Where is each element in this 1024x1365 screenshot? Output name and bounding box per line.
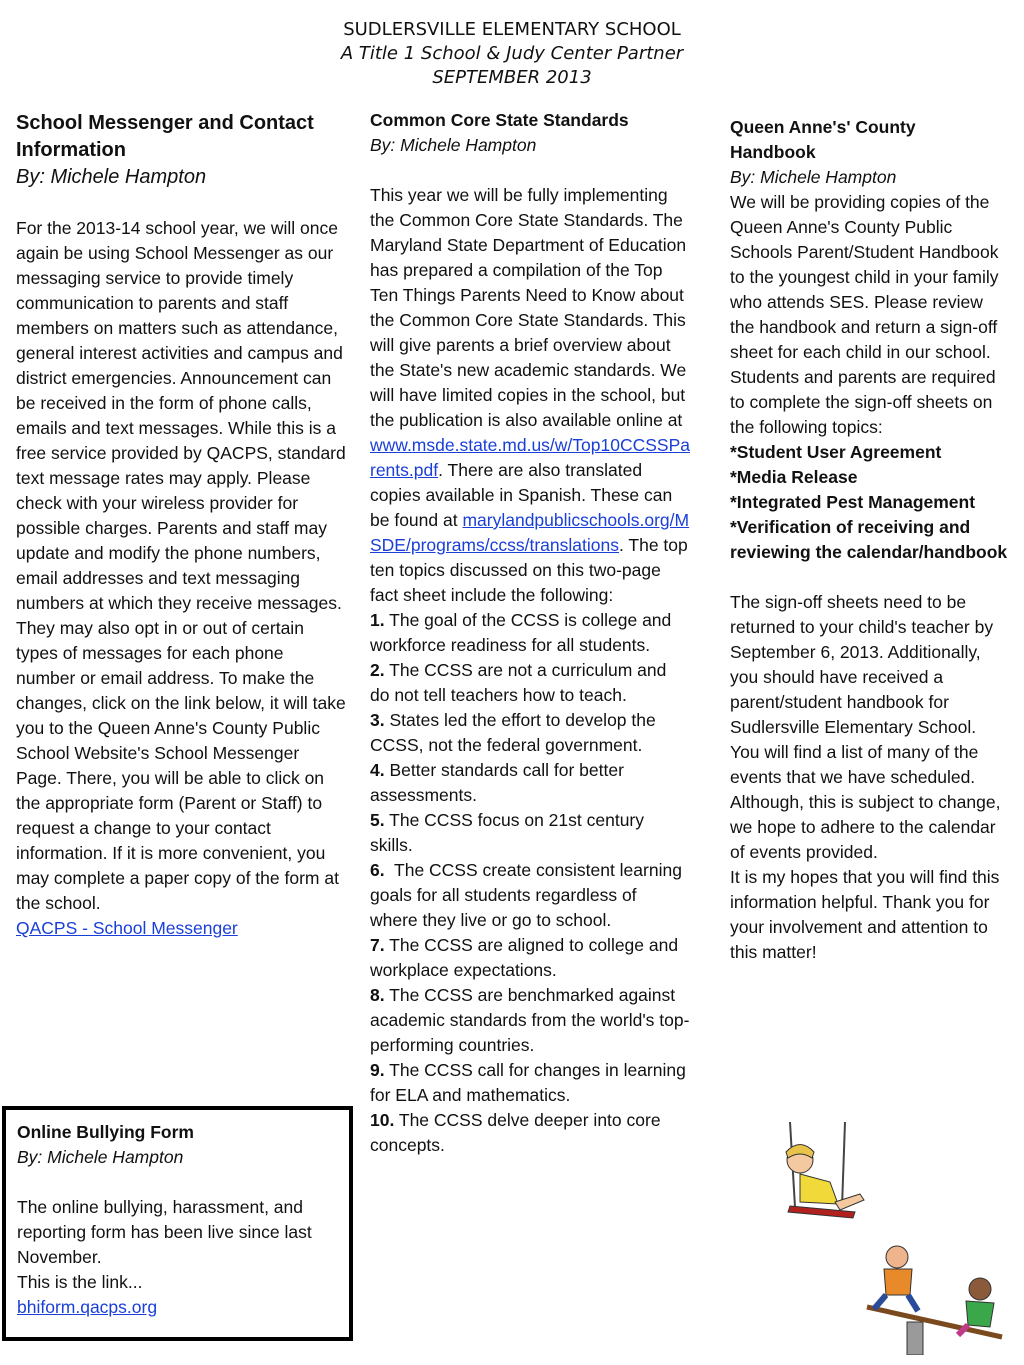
ccss-intro <box>370 183 690 608</box>
issue-date: SEPTEMBER 2013 <box>432 67 592 88</box>
handbook-body-3: It is my hopes that you will find this information helpful. Thank you for your involvement and attention to this matter! <box>730 867 1000 962</box>
swing-girl-illustration <box>760 1122 870 1232</box>
ccss-byline: By: Michele Hampton <box>370 135 537 155</box>
item-number: 2. <box>370 660 385 680</box>
school-subtitle: A Title 1 School & Judy Center Partner <box>340 43 684 64</box>
list-item <box>370 608 690 658</box>
handbook-body: We will be providing copies of the Queen Anne's County Public Schools Parent/Student Handbook to the youngest child in your family who attends SES. Please review the handbook and return a sign-off sheet for each child in our school. Students and parents are required to complete the sign-off sheets on the following topics: <box>730 192 999 437</box>
translations-link[interactable]: marylandpublicschools.org/MSDE/programs/ccss/translations <box>370 510 690 555</box>
handbook-topic: *Integrated Pest Management <box>730 492 976 512</box>
item-text: The CCSS call for changes in learning for ELA and mathematics. <box>370 1060 686 1105</box>
item-text: The CCSS are not a curriculum and do not tell teachers how to teach. <box>370 660 667 705</box>
item-text: The goal of the CCSS is college and workforce readiness for all students. <box>370 610 672 655</box>
list-item <box>370 858 690 933</box>
bullying-body: The online bullying, harassment, and reporting form has been live since last November. <box>17 1197 312 1267</box>
item-number: 4. <box>370 760 385 780</box>
list-item <box>370 1108 690 1158</box>
seesaw-kids-illustration <box>862 1237 1012 1355</box>
item-number: 1. <box>370 610 385 630</box>
common-core-article <box>370 108 690 1158</box>
item-text: States led the effort to develop the CCSS, not the federal government. <box>370 710 656 755</box>
handbook-topic: *Student User Agreement <box>730 442 942 462</box>
newsletter-header <box>0 18 1024 90</box>
list-item <box>370 933 690 983</box>
item-number: 8. <box>370 985 385 1005</box>
article-byline: By: Michele Hampton <box>16 166 207 188</box>
handbook-topic: *Verification of receiving and reviewing the calendar/handbook <box>730 517 1008 562</box>
ccss-list <box>370 608 690 1158</box>
list-item <box>370 808 690 858</box>
ccss-intro-a: This year we will be fully implementing the Common Core State Standards. The Maryland State Department of Education has prepared a compilation of the Top Ten Things Parents Need to Know about the Common Core State Standards. This will give parents a brief overview about the State's new academic standards. We will have limited copies in the school, but the publication is also available online at <box>370 185 687 430</box>
ccss-intro-b: . There are also translated copies available in Spanish. These can be found at <box>370 460 673 530</box>
item-text: The CCSS are aligned to college and workplace expectations. <box>370 935 679 980</box>
item-text: The CCSS create consistent learning goals for all students regardless of where they live or go to school. <box>370 860 687 930</box>
top10-pdf-link[interactable]: www.msde.state.md.us/w/Top10CCSSParents.pdf <box>370 435 690 480</box>
article-title-cont: Information <box>16 139 126 161</box>
article-body: For the 2013-14 school year, we will once again be using School Messenger as our messaging service to provide timely communication to parents and staff members on matters such as attendance, general interest activities and campus and district emergencies. Announcement can be received in the form of phone calls, emails and text messages. While this is a free service provided by QACPS, standard text message rates may apply. Please check with your wireless provider for possible charges. Parents and staff may update and modify the phone numbers, email addresses and text messaging numbers at which they receive messages. They may also opt in or out of certain types of messages for each phone number or email address. To make the changes, click on the link below, it will take you to the Queen Anne's County Public School Website's School Messenger Page. There, you will be able to click on the appropriate form (Parent or Staff) to request a change to your contact information. If it is more convenient, you may complete a paper copy of the form at the school. <box>16 218 346 913</box>
item-text: The CCSS delve deeper into core concepts. <box>370 1110 661 1155</box>
handbook-title: Queen Anne's' County <box>730 117 916 137</box>
handbook-byline: By: Michele Hampton <box>730 167 897 187</box>
handbook-article <box>730 115 1010 965</box>
handbook-title-cont: Handbook <box>730 142 816 162</box>
handbook-topic: *Media Release <box>730 467 858 487</box>
item-number: 7. <box>370 935 385 955</box>
handbook-body-2: The sign-off sheets need to be returned to your child's teacher by September 6, 2013. Additionally, you should have received a parent/student handbook for Sudlersville Elementary School. You will find a list of many of the events that we have scheduled. Although, this is subject to change, we hope to adhere to the calendar of events provided. <box>730 592 1001 862</box>
list-item <box>370 658 690 708</box>
bullying-byline: By: Michele Hampton <box>17 1147 184 1167</box>
item-text: The CCSS focus on 21st century skills. <box>370 810 644 855</box>
item-number: 9. <box>370 1060 385 1080</box>
item-number: 5. <box>370 810 385 830</box>
list-item <box>370 708 690 758</box>
item-text: The CCSS are benchmarked against academic standards from the world's top-performing countries. <box>370 985 690 1055</box>
item-number: 3. <box>370 710 385 730</box>
bullying-title: Online Bullying Form <box>17 1122 194 1142</box>
school-name: SUDLERSVILLE ELEMENTARY SCHOOL <box>343 19 681 40</box>
item-number: 6. <box>370 860 385 880</box>
item-text: Better standards call for better assessments. <box>370 760 624 805</box>
bullying-form-box <box>2 1106 353 1341</box>
item-number: 10. <box>370 1110 395 1130</box>
list-item <box>370 1058 690 1108</box>
bullying-form-link[interactable]: bhiform.qacps.org <box>17 1297 158 1317</box>
bullying-link-intro: This is the link... <box>17 1272 143 1292</box>
article-title: School Messenger and Contact <box>16 112 314 134</box>
list-item <box>370 758 690 808</box>
school-messenger-article <box>16 110 346 941</box>
ccss-title: Common Core State Standards <box>370 110 629 130</box>
school-messenger-link[interactable]: QACPS - School Messenger <box>16 918 238 938</box>
ccss-intro-c: . The top ten topics discussed on this two-page fact sheet include the following: <box>370 535 688 605</box>
list-item <box>370 983 690 1058</box>
